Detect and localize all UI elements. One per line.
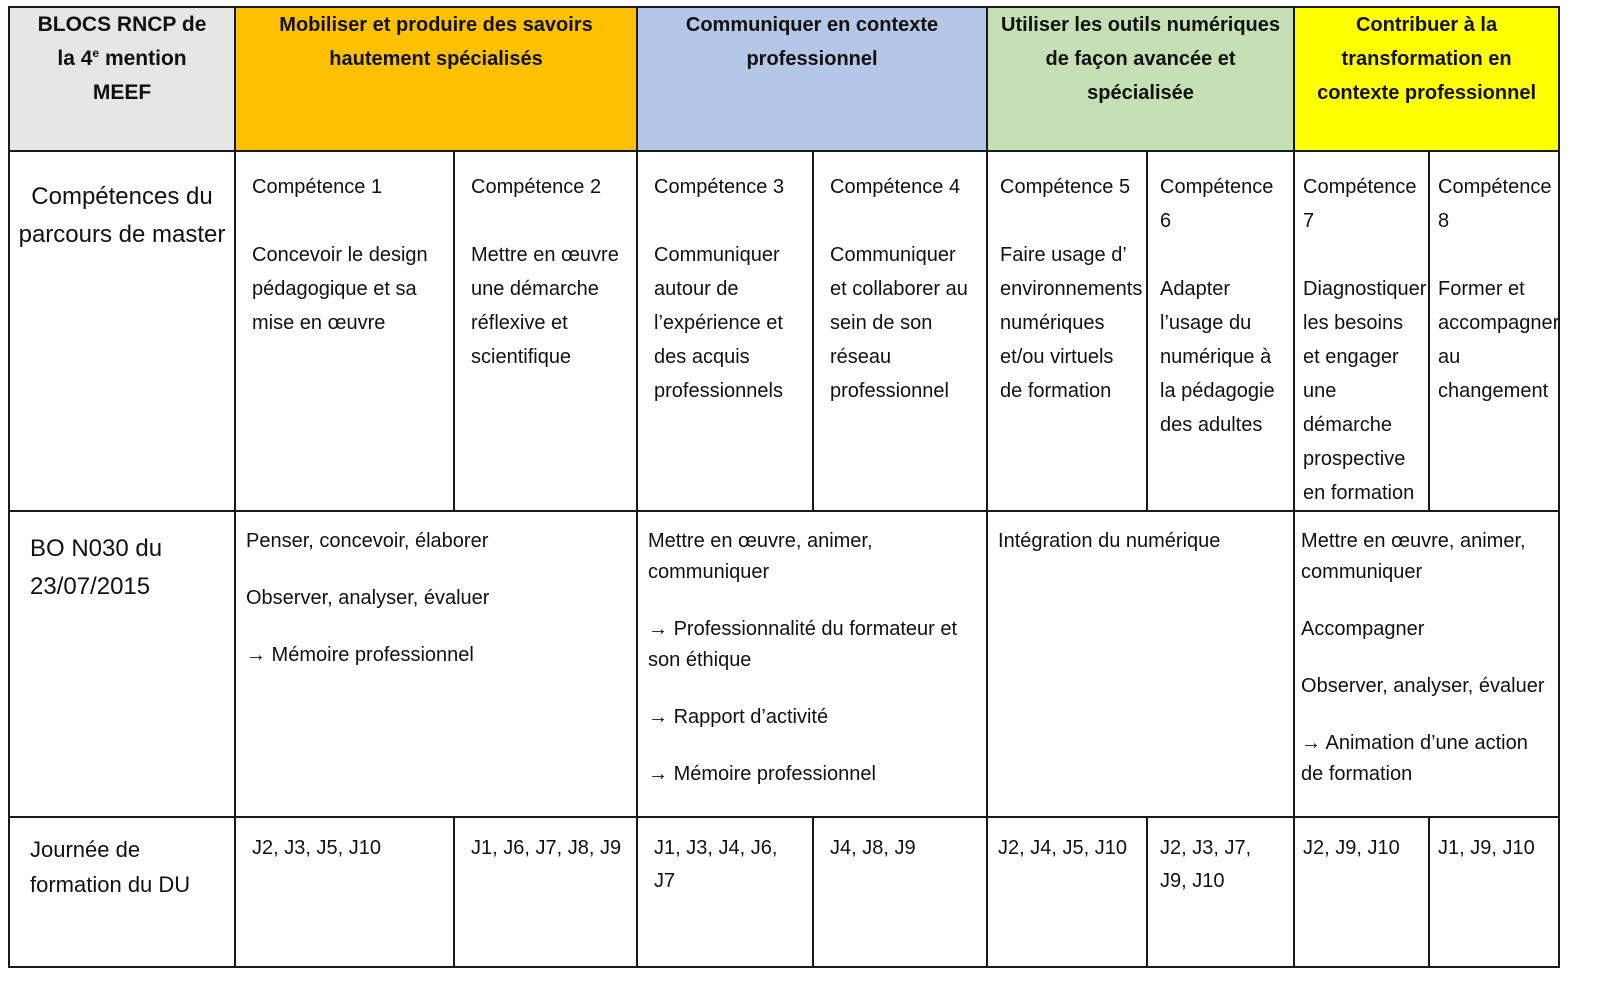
competence-title: Compétence 7 bbox=[1303, 176, 1417, 232]
journee-cell bbox=[235, 817, 454, 967]
competence-cell bbox=[1294, 151, 1429, 511]
rncp-competences-table bbox=[8, 6, 1560, 968]
competence-desc: Adapter l’usage du numérique à la pédagogie des adultes bbox=[1160, 278, 1275, 436]
bo-block-cell-2 bbox=[637, 511, 987, 817]
block-header-1 bbox=[235, 7, 637, 151]
competence-cell bbox=[235, 151, 454, 511]
competence-cell bbox=[1429, 151, 1559, 511]
block-header-3 bbox=[987, 7, 1294, 151]
journee-cell bbox=[454, 817, 637, 967]
header-label-cell bbox=[9, 7, 235, 151]
bo-line: → Mémoire professionnel bbox=[648, 763, 876, 785]
journee-row-label-cell bbox=[9, 817, 235, 967]
competence-title: Compétence 6 bbox=[1160, 176, 1274, 232]
journee-value: J2, J3, J7, J9, J10 bbox=[1160, 837, 1252, 892]
block-title-4: Contribuer à la transformation en contexte professionnel bbox=[1317, 14, 1537, 104]
block-title-1: Mobiliser et produire des savoirs hautement spécialisés bbox=[279, 14, 593, 70]
competences-row-label-cell bbox=[9, 151, 235, 511]
competence-desc: Diagnostiquer les besoins et engager une démarche prospective en formation bbox=[1303, 278, 1427, 504]
journee-cell bbox=[637, 817, 813, 967]
bo-row-label-cell bbox=[9, 511, 235, 817]
block-header-4 bbox=[1294, 7, 1559, 151]
bo-line: Penser, concevoir, élaborer bbox=[246, 530, 489, 552]
competence-desc: Communiquer autour de l’expérience et des acquis professionnels bbox=[654, 244, 783, 402]
journee-cell bbox=[1429, 817, 1559, 967]
bo-line: → Animation d’une action de formation bbox=[1301, 732, 1528, 785]
competence-desc: Concevoir le design pédagogique et sa mise en œuvre bbox=[252, 244, 428, 334]
header-label: BLOCS RNCP de la 4e mention MEEF bbox=[37, 13, 207, 104]
competence-title: Compétence 3 bbox=[654, 176, 785, 198]
competence-cell bbox=[637, 151, 813, 511]
competence-title: Compétence 1 bbox=[252, 176, 383, 198]
journee-value: J2, J4, J5, J10 bbox=[998, 837, 1127, 859]
journee-value: J1, J3, J4, J6, J7 bbox=[654, 837, 778, 892]
competence-cell bbox=[987, 151, 1147, 511]
bo-row-label: BO N030 du 23/07/2015 bbox=[30, 535, 163, 600]
competence-title: Compétence 5 bbox=[1000, 176, 1131, 198]
block-header-2 bbox=[637, 7, 987, 151]
journee-cell bbox=[1147, 817, 1294, 967]
competence-cell bbox=[454, 151, 637, 511]
bo-line: → Rapport d’activité bbox=[648, 706, 829, 728]
bo-block-cell-3 bbox=[987, 511, 1294, 817]
journee-row-label: Journée de formation du DU bbox=[30, 837, 191, 897]
journee-value: J1, J6, J7, J8, J9 bbox=[471, 837, 622, 859]
competence-title: Compétence 2 bbox=[471, 176, 602, 198]
journee-value: J2, J9, J10 bbox=[1303, 837, 1400, 859]
competences-row-label: Compétences du parcours de master bbox=[18, 183, 226, 248]
bo-row bbox=[9, 511, 1559, 817]
competence-title: Compétence 8 bbox=[1438, 176, 1552, 232]
block-title-2: Communiquer en contexte professionnel bbox=[685, 14, 939, 70]
bo-line: Accompagner bbox=[1301, 618, 1425, 640]
journee-value: J1, J9, J10 bbox=[1438, 837, 1535, 859]
bo-block-cell-1 bbox=[235, 511, 637, 817]
bo-line: Observer, analyser, évaluer bbox=[1301, 675, 1545, 697]
bo-block-cell-4 bbox=[1294, 511, 1559, 817]
competence-desc: Mettre en œuvre une démarche réflexive et scientifique bbox=[471, 244, 619, 368]
journee-row bbox=[9, 817, 1559, 967]
competence-cell bbox=[813, 151, 987, 511]
competence-desc: Communiquer et collaborer au sein de son réseau professionnel bbox=[830, 244, 968, 402]
journee-cell bbox=[987, 817, 1147, 967]
bo-line: Observer, analyser, évaluer bbox=[246, 587, 490, 609]
journee-cell bbox=[813, 817, 987, 967]
journee-value: J2, J3, J5, J10 bbox=[252, 837, 381, 859]
bo-line: Mettre en œuvre, animer, communiquer bbox=[1301, 530, 1526, 583]
bo-line: → Professionnalité du formateur et son éthique bbox=[648, 618, 958, 671]
block-title-3: Utiliser les outils numériques de façon avancée et spécialisée bbox=[1001, 14, 1281, 104]
bo-line: Mettre en œuvre, animer, communiquer bbox=[648, 530, 873, 583]
bo-line: Intégration du numérique bbox=[998, 530, 1221, 552]
competence-title: Compétence 4 bbox=[830, 176, 961, 198]
journee-value: J4, J8, J9 bbox=[830, 837, 916, 859]
competences-row bbox=[9, 151, 1559, 511]
bo-line: → Mémoire professionnel bbox=[246, 644, 474, 666]
competence-desc: Former et accompagner au changement bbox=[1438, 278, 1560, 402]
journee-cell bbox=[1294, 817, 1429, 967]
header-row bbox=[9, 7, 1559, 151]
competence-desc: Faire usage d’ environnements numériques et/ou virtuels de formation bbox=[1000, 244, 1143, 402]
competence-cell bbox=[1147, 151, 1294, 511]
